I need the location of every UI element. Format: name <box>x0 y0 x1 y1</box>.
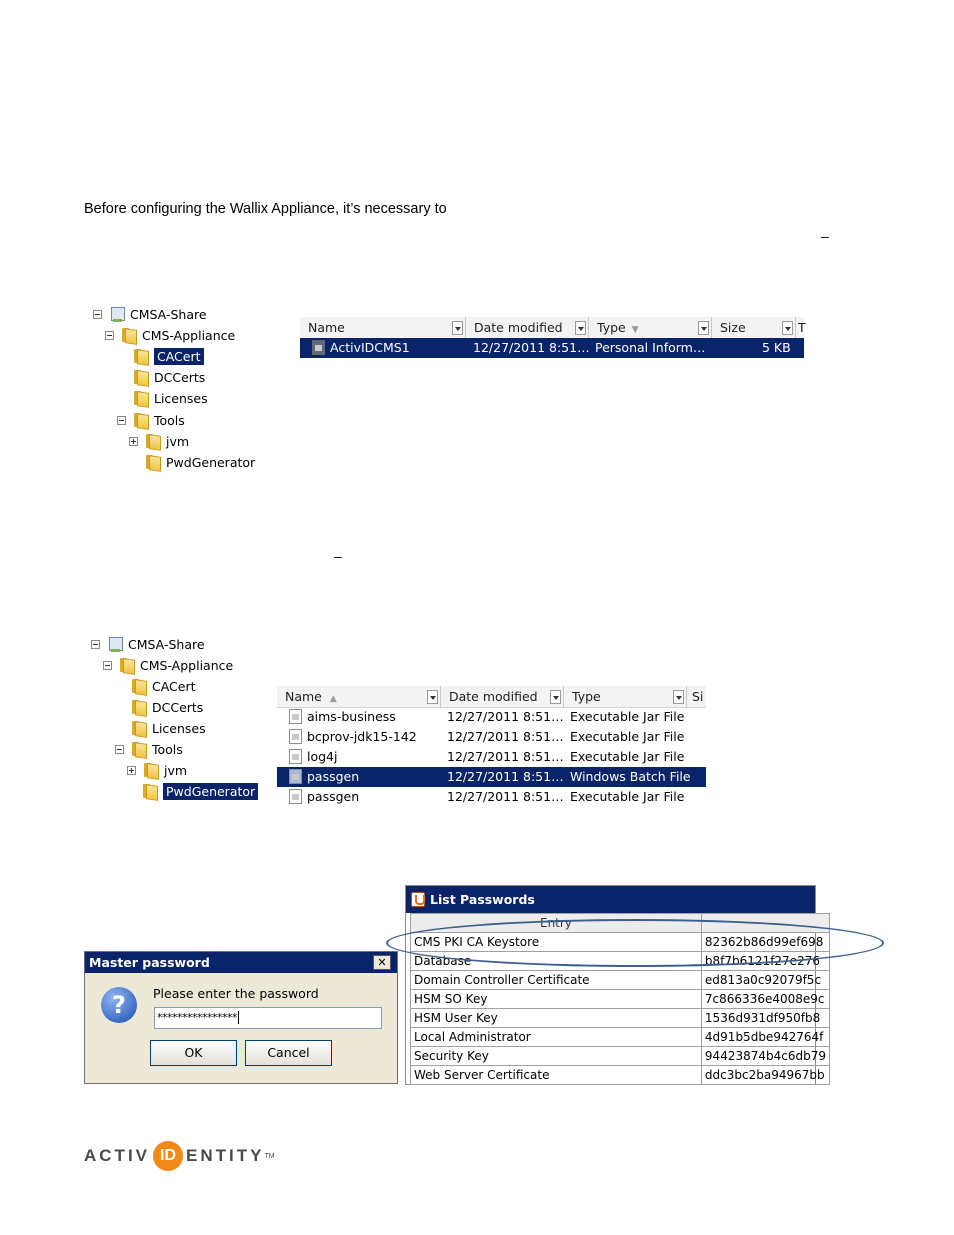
table-row[interactable]: CMS PKI CA Keystore 82362b86d99ef698 <box>411 933 830 952</box>
column-header-name[interactable]: Name <box>300 317 466 339</box>
tree-item-label: PwdGenerator <box>166 454 256 470</box>
file-list <box>277 681 706 805</box>
jar-file-icon <box>289 709 302 724</box>
column-header-bar <box>277 686 706 708</box>
actividentity-logo: ACTIV ID ENTITY TM <box>84 1141 275 1171</box>
file-row[interactable]: log4j 12/27/2011 8:51… Executable Jar File <box>277 747 706 767</box>
tree-item-label: DCCerts <box>152 699 204 715</box>
file-row[interactable]: ActivIDCMS1 12/27/2011 8:51… Personal Inform… 5 KB <box>300 338 804 358</box>
dropdown-icon[interactable] <box>575 321 586 335</box>
question-icon: ? <box>101 987 137 1023</box>
tree-item-label: CMS-Appliance <box>142 327 236 343</box>
tree-item-label: CACert <box>152 678 196 694</box>
dash-mark: – <box>821 228 829 244</box>
window-title-bar <box>406 886 815 913</box>
dialog-title-bar <box>85 952 397 973</box>
tree-item-tools[interactable] <box>115 739 183 759</box>
folder-icon <box>132 369 148 385</box>
column-header-date[interactable]: Date modified <box>441 686 564 708</box>
tree-item-label: DCCerts <box>154 369 206 385</box>
collapse-icon[interactable] <box>93 310 102 319</box>
folder-icon <box>130 699 146 715</box>
column-header-date[interactable]: Date modified <box>466 317 589 339</box>
expand-icon[interactable] <box>127 766 136 775</box>
table-row[interactable]: Web Server Certificate ddc3bc2ba94967bb <box>411 1066 830 1085</box>
password-prompt: Please enter the password <box>153 986 319 1001</box>
tree-item-label: Licenses <box>152 720 206 736</box>
tree-item-cacert[interactable] <box>132 346 204 366</box>
folder-icon <box>130 741 146 757</box>
folder-icon <box>144 454 160 470</box>
table-row[interactable]: Security Key 94423874b4c6db79 <box>411 1047 830 1066</box>
tree-item-label: PwdGenerator <box>163 783 258 800</box>
folder-icon <box>141 783 157 799</box>
tree-item-label: CMSA-Share <box>128 636 205 652</box>
dropdown-icon[interactable] <box>782 321 793 335</box>
jar-file-icon <box>289 789 302 804</box>
jar-file-icon <box>289 729 302 744</box>
password-field[interactable]: **************** <box>154 1007 382 1029</box>
tree-item-label: jvm <box>166 433 190 449</box>
collapse-icon[interactable] <box>115 745 124 754</box>
file-row[interactable]: bcprov-jdk15-142 12/27/2011 8:51… Executable Jar File <box>277 727 706 747</box>
tree-item-cms-appliance[interactable] <box>103 655 233 675</box>
tree-item-cms-appliance[interactable] <box>105 325 235 345</box>
tree-item-cacert[interactable] <box>130 676 196 696</box>
collapse-icon[interactable] <box>117 416 126 425</box>
file-row[interactable]: aims-business 12/27/2011 8:51… Executable Jar File <box>277 707 706 727</box>
folder-icon <box>132 390 148 406</box>
folder-icon <box>132 348 148 364</box>
tree-item-dccerts[interactable] <box>130 697 203 717</box>
table-row[interactable]: Database b8f7b6121f27e276 <box>411 952 830 971</box>
file-list <box>300 307 804 363</box>
tree-item-cmsa-share[interactable] <box>91 634 205 654</box>
tree-item-dccerts[interactable] <box>132 367 205 387</box>
folder-icon <box>142 762 158 778</box>
tree-item-label: Licenses <box>154 390 208 406</box>
tree-item-label: CACert <box>154 348 204 365</box>
dropdown-icon[interactable] <box>452 321 463 335</box>
table-row[interactable]: Local Administrator 4d91b5dbe942764f <box>411 1028 830 1047</box>
column-header-name[interactable]: Name ▲ <box>277 686 441 708</box>
tree-item-label: jvm <box>164 762 188 778</box>
tree-item-licenses[interactable] <box>132 388 208 408</box>
highlight-ellipse <box>386 919 884 967</box>
tree-item-jvm[interactable] <box>129 431 189 451</box>
dash-mark: – <box>334 548 342 564</box>
jar-file-icon <box>289 749 302 764</box>
file-row[interactable]: passgen 12/27/2011 8:51… Executable Jar File <box>277 787 706 807</box>
ok-button[interactable]: OK <box>150 1040 237 1066</box>
folder-icon <box>130 720 146 736</box>
expand-icon[interactable] <box>129 437 138 446</box>
tree-item-label: Tools <box>152 741 183 757</box>
dropdown-icon[interactable] <box>550 690 561 704</box>
column-header-extra[interactable]: T <box>798 320 806 335</box>
list-passwords-window <box>405 885 826 1085</box>
table-row[interactable]: HSM SO Key 7c866336e4008e9c <box>411 990 830 1009</box>
file-row[interactable]: passgen 12/27/2011 8:51… Windows Batch File <box>277 767 706 787</box>
tree-item-pwdgenerator[interactable] <box>141 781 258 801</box>
cancel-button[interactable]: Cancel <box>245 1040 332 1066</box>
folder-icon <box>132 412 148 428</box>
collapse-icon[interactable] <box>105 331 114 340</box>
master-password-dialog <box>84 951 398 1084</box>
dropdown-icon[interactable] <box>673 690 684 704</box>
folder-icon <box>144 433 160 449</box>
collapse-icon[interactable] <box>91 640 100 649</box>
tree-item-pwdgenerator[interactable] <box>144 452 255 472</box>
column-header-type[interactable]: Type ▼ <box>589 317 712 339</box>
tree-item-tools[interactable] <box>117 410 185 430</box>
tree-item-label: CMS-Appliance <box>140 657 234 673</box>
column-header-entry[interactable]: Entry <box>411 914 702 933</box>
folder-icon <box>118 657 134 673</box>
batch-file-icon <box>289 769 302 784</box>
logo-id-badge: ID <box>153 1141 183 1171</box>
window-title: List Passwords <box>430 892 535 907</box>
close-icon[interactable]: ✕ <box>373 955 391 970</box>
folder-icon <box>120 327 136 343</box>
tree-item-label: Tools <box>154 412 185 428</box>
tree-item-label: CMSA-Share <box>130 306 207 322</box>
network-drive-icon <box>106 636 122 652</box>
table-row[interactable]: Domain Controller Certificate ed813a0c92079f5c <box>411 971 830 990</box>
column-header-type[interactable]: Type <box>564 686 687 708</box>
intro-text: Before configuring the Wallix Appliance, it’s necessary to <box>84 201 447 217</box>
tree-item-cmsa-share[interactable] <box>93 304 207 324</box>
dropdown-icon[interactable] <box>698 321 709 335</box>
folder-icon <box>130 678 146 694</box>
java-icon <box>411 892 425 907</box>
tree-item-licenses[interactable] <box>130 718 206 738</box>
dialog-title: Master password <box>89 955 210 970</box>
collapse-icon[interactable] <box>103 661 112 670</box>
table-row[interactable]: HSM User Key 1536d931df950fb8 <box>411 1009 830 1028</box>
column-header-bar <box>300 317 804 339</box>
column-header-size[interactable]: Size <box>712 317 796 339</box>
tree-item-jvm[interactable] <box>127 760 187 780</box>
dropdown-icon[interactable] <box>427 690 438 704</box>
certificate-file-icon <box>312 340 325 355</box>
network-drive-icon <box>108 306 124 322</box>
column-header-size[interactable]: Si <box>692 689 704 704</box>
